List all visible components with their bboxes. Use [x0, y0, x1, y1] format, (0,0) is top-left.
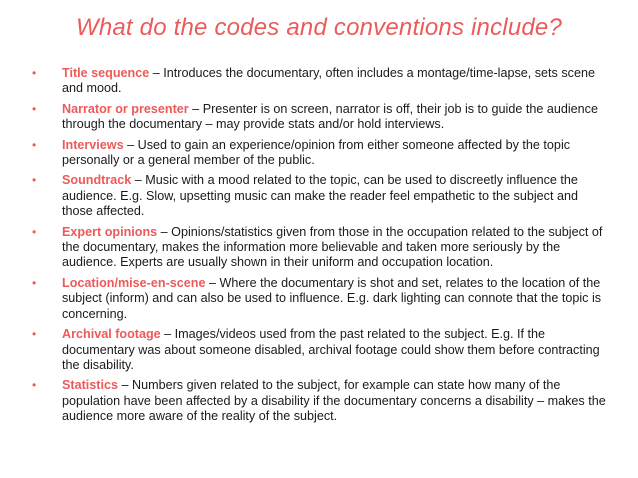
bullet-text: – Used to gain an experience/opinion from either someone affected by the topic personally or a general member of the public.: [62, 137, 571, 168]
bullet-term: Interviews: [62, 137, 124, 152]
bullet-text: – Music with a mood related to the topic, can be used to discreetly influence the audience. E.g. Slow, upsetting music can make the reader feel empathetic to the subject and those affected.: [62, 173, 578, 219]
bullet-item-interviews: [30, 138, 610, 169]
bullet-item-narrator-or-presenter: [30, 102, 610, 133]
bullet-term: Narrator or presenter: [62, 101, 189, 116]
bullet-term: Soundtrack: [62, 173, 132, 188]
bullet-item-statistics: [30, 378, 610, 424]
bullet-item-archival-footage: [30, 327, 610, 373]
bullet-dot-icon: •: [32, 327, 37, 342]
bullet-text: – Introduces the documentary, often includes a montage/time-lapse, sets scene and mood.: [62, 66, 595, 96]
bullet-text: – Opinions/statistics given from those in the occupation related to the subject of the documentary, makes the information more believable and taken more seriously by the audience. Experts are usually shown in their uniform and occupation location.: [62, 224, 603, 270]
bullet-list: [30, 66, 610, 430]
bullet-dot-icon: •: [32, 275, 37, 290]
bullet-dot-icon: •: [32, 137, 37, 152]
bullet-dot-icon: •: [32, 173, 37, 188]
bullet-term: Statistics: [62, 378, 118, 393]
bullet-item-location-mise-en-scene: [30, 276, 610, 322]
bullet-term: Archival footage: [62, 327, 161, 342]
bullet-item-soundtrack: [30, 173, 610, 219]
bullet-dot-icon: •: [32, 66, 37, 80]
bullet-term: Title sequence: [62, 66, 150, 80]
bullet-text: – Numbers given related to the subject, for example can state how many of the population have been affected by a disability if the documentary concerns a disability – makes the audience more aware of the reality of the subject.: [62, 378, 606, 424]
bullet-dot-icon: •: [32, 224, 37, 239]
bullet-text: – Where the documentary is shot and set, relates to the location of the subject (inform) and can also be used to influence. E.g. dark lighting can connote that the topic is concerning.: [62, 275, 602, 321]
bullet-dot-icon: •: [32, 378, 37, 393]
bullet-term: Expert opinions: [62, 224, 158, 239]
bullet-item-expert-opinions: [30, 225, 610, 271]
slide-title: What do the codes and conventions include?: [75, 14, 563, 41]
bullet-text: – Presenter is on screen, narrator is off, their job is to guide the audience through the documentary – may provide stats and/or hold interviews.: [62, 101, 598, 132]
bullet-item-title-sequence: [30, 66, 610, 97]
bullet-dot-icon: •: [32, 101, 37, 116]
bullet-text: – Images/videos used from the past related to the subject. E.g. If the documentary was about someone disabled, archival footage could show them before contracting the disability.: [62, 327, 600, 372]
bullet-term: Location/mise-en-scene: [62, 275, 206, 290]
